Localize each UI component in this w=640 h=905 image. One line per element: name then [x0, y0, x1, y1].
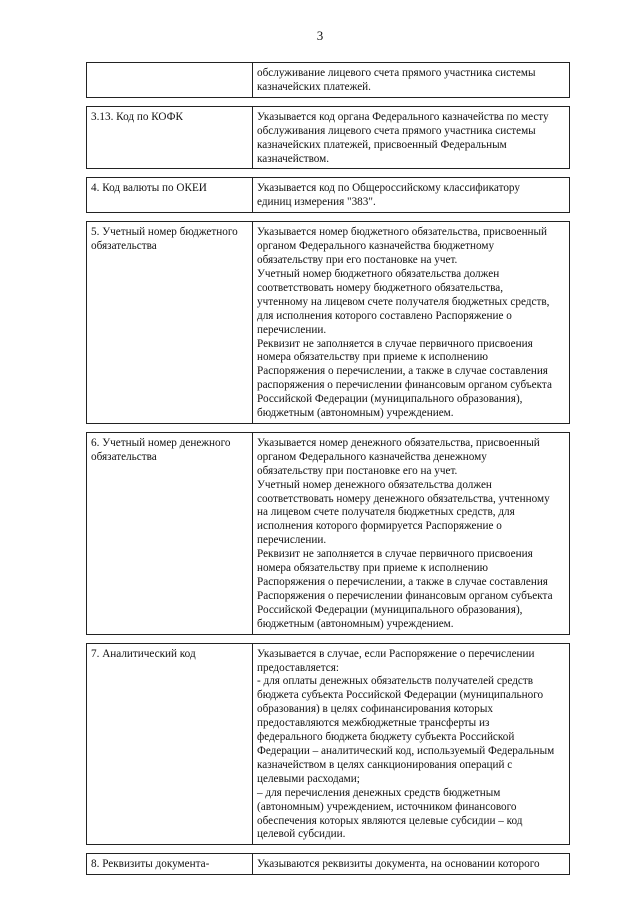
requisite-description-line: предоставляются межбюджетные трансферты из — [257, 717, 490, 730]
requisite-description-line: целевыми расходами; — [257, 772, 360, 785]
requisites-table — [86, 62, 570, 875]
requisite-description-line: обслуживания лицевого счета прямого участника системы — [257, 124, 536, 137]
requisite-description-cell — [253, 106, 570, 169]
requisite-description-line: Указывается код органа Федерального казначейства по месту — [257, 110, 549, 123]
row-gap-cell — [87, 423, 570, 432]
requisite-description-line: обслуживание лицевого счета прямого участника системы — [257, 67, 536, 79]
page-number: 3 — [316, 28, 324, 43]
requisite-description-cell — [253, 432, 570, 634]
requisite-description-line: казначейских платежей. — [257, 80, 371, 93]
row-gap-cell — [87, 634, 570, 643]
requisite-description-line: Указывается в случае, если Распоряжение о перечислении — [257, 647, 535, 660]
requisite-name-line: обязательства — [91, 240, 157, 253]
requisite-description-line: федерального бюджета бюджету субъекта Российской — [257, 731, 515, 744]
requisite-description-line: предоставляется: — [257, 661, 339, 674]
requisite-description-line: Учетный номер денежного обязательства должен — [257, 478, 492, 491]
row-gap-cell — [87, 97, 570, 106]
requisite-name-cell — [87, 178, 253, 213]
requisite-description-line: (автономным) учреждением, источником финансового — [257, 800, 517, 813]
requisite-name-line: 4. Код валюты по ОКЕИ — [91, 182, 207, 195]
requisite-description-line: учтенному на лицевом счете получателя бюджетных средств, — [257, 295, 550, 308]
requisite-description-line: Распоряжения о перечислении, а также в случае составления — [257, 365, 548, 378]
requisite-description-line: казначейством. — [257, 152, 330, 165]
requisite-description-line: бюджетным (автономным) учреждением. — [257, 407, 454, 420]
requisite-description-line: образования) в целях софинансирования которых — [257, 703, 493, 716]
requisite-name-cell — [87, 106, 253, 169]
requisite-description-line: бюджета субъекта Российской Федерации (муниципального — [257, 689, 544, 702]
requisite-description-line: Указывается номер денежного обязательства, присвоенный — [257, 436, 540, 449]
requisite-description-line: соответствовать номеру денежного обязательства, учтенному — [257, 492, 550, 505]
requisite-description-line: Реквизит не заполняется в случае первичного присвоения — [257, 548, 533, 561]
row-gap — [87, 423, 570, 432]
table-row — [87, 63, 570, 98]
row-gap — [87, 169, 570, 178]
requisite-name-cell — [87, 643, 253, 845]
requisite-description-line: соответствовать номеру бюджетного обязательства, — [257, 281, 504, 294]
requisite-description-cell — [253, 222, 570, 424]
requisite-description-line: перечислении. — [257, 534, 327, 547]
row-gap-cell — [87, 845, 570, 854]
requisite-description-line: целевой субсидии. — [257, 828, 346, 841]
table-row — [87, 432, 570, 634]
table-row — [87, 222, 570, 424]
requisite-name-line: обязательства — [91, 450, 157, 463]
requisite-description-line: Указываются реквизиты документа, на основании которого — [257, 858, 540, 871]
requisite-description-line: казначейством в целях санкционирования операций с — [257, 758, 513, 771]
requisite-description-line: казначейских платежей, присвоенный Федеральным — [257, 138, 507, 151]
requisite-description-line: для исполнения которого составлено Распоряжение о — [257, 309, 512, 322]
requisite-description-line: Распоряжения о перечислении финансовым органом субъекта — [257, 589, 553, 602]
requisite-description-line: перечислении. — [257, 323, 327, 336]
row-gap — [87, 213, 570, 222]
requisite-description-cell — [253, 63, 570, 98]
requisite-description-cell — [253, 178, 570, 213]
requisite-description-line: органом Федерального казначейства денежному — [257, 450, 487, 463]
requisite-name-line: 6. Учетный номер денежного — [91, 436, 231, 449]
row-gap — [87, 634, 570, 643]
requisite-description-line: бюджетным (автономным) учреждением. — [257, 617, 454, 630]
requisite-description-line: Федерации – аналитический код, используемый Федеральным — [257, 744, 555, 757]
requisite-description-line: номера обязательству при приеме к исполнению — [257, 351, 488, 364]
row-gap-cell — [87, 169, 570, 178]
requisite-description-line: распоряжения о перечислении финансовым органом субъекта — [257, 379, 552, 392]
requisite-name-cell — [87, 222, 253, 424]
row-gap — [87, 97, 570, 106]
table-row — [87, 178, 570, 213]
requisite-description-line: Указывается номер бюджетного обязательства, присвоенный — [257, 226, 548, 239]
table-row — [87, 854, 570, 875]
requisite-name-line: 5. Учетный номер бюджетного — [91, 226, 238, 239]
requisite-description-line: обязательству при постановке его на учет. — [257, 464, 458, 477]
requisite-description-line: исполнения которого формируется Распоряжение о — [257, 520, 502, 533]
requisite-description-line: Учетный номер бюджетного обязательства должен — [257, 267, 500, 280]
requisite-name-cell — [87, 63, 253, 98]
table-row — [87, 106, 570, 169]
requisite-name-cell — [87, 432, 253, 634]
requisite-name-line: 7. Аналитический код — [91, 647, 196, 660]
requisite-description-line: Российской Федерации (муниципального образования), — [257, 603, 523, 616]
requisite-description-line: номера обязательству при приеме к исполнению — [257, 562, 488, 575]
requisite-description-line: обеспечения которых являются целевые субсидии – код — [257, 814, 523, 827]
requisite-description-line: - для оплаты денежных обязательств получателей средств — [257, 675, 534, 688]
requisite-description-cell — [253, 854, 570, 875]
requisite-name-line: 3.13. Код по КОФК — [91, 110, 183, 123]
requisite-description-line: – для перечисления денежных средств бюджетным — [257, 786, 501, 799]
row-gap-cell — [87, 213, 570, 222]
requisite-description-line: единиц измерения "383". — [257, 196, 376, 209]
row-gap — [87, 845, 570, 854]
requisite-description-line: Российской Федерации (муниципального образования), — [257, 393, 523, 406]
requisite-description-line: Реквизит не заполняется в случае первичного присвоения — [257, 337, 533, 350]
requisite-name-line: 8. Реквизиты документа- — [91, 858, 210, 871]
requisite-description-cell — [253, 643, 570, 845]
requisite-description-line: обязательству при его постановке на учет. — [257, 254, 458, 267]
requisite-description-line: органом Федерального казначейства бюджетному — [257, 240, 495, 253]
table-row — [87, 643, 570, 845]
requisite-description-line: на лицевом счете получателя бюджетных средств, для — [257, 506, 515, 519]
requisite-name-cell — [87, 854, 253, 875]
requisite-description-line: Указывается код по Общероссийскому классификатору — [257, 182, 520, 195]
requisite-description-line: Распоряжения о перечислении, а также в случае составления — [257, 576, 548, 588]
